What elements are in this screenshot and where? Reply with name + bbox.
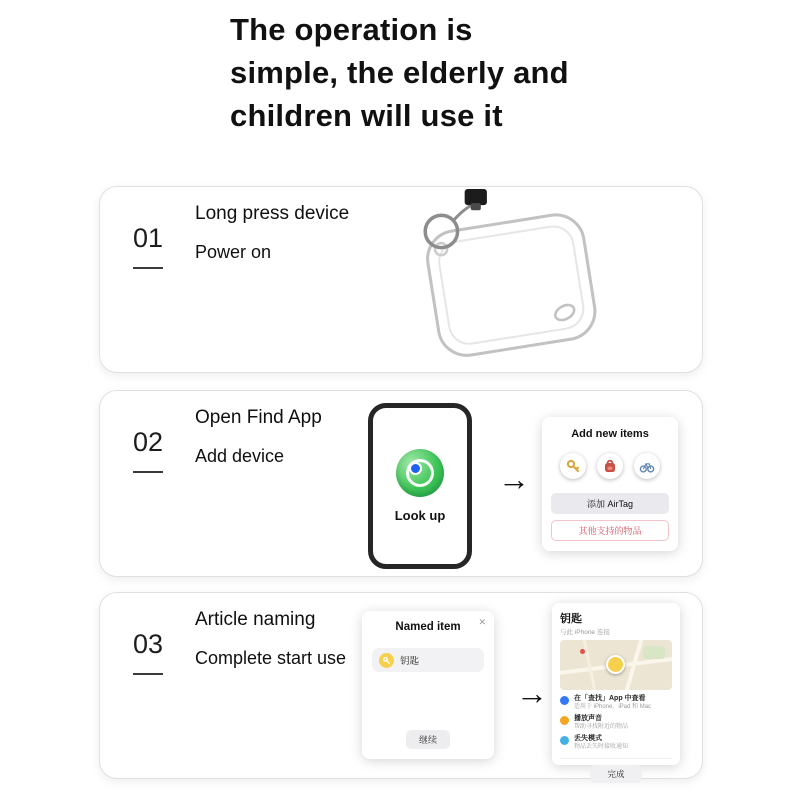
play-sound-icon [560,716,569,725]
map-marker-dot [580,649,585,654]
page-title [230,8,569,137]
title-line: children will use it [230,98,503,133]
other-supported-items-button: 其他支持的物品 [551,520,669,541]
step-number-2 [133,427,163,473]
list-item-text: 播放声音 [574,715,602,722]
list-item-text: 在「查找」App 中查看 [574,695,646,702]
find-my-app-label: Look up [394,508,446,523]
step-text-3 [195,609,346,669]
arrow-right-icon: → [498,461,530,497]
clasp-icon [465,189,487,205]
title-line: simple, the elderly and [230,55,569,90]
step-line2: Complete start use [195,648,347,668]
step-line2: Add device [195,446,285,466]
step-number-3 [133,629,163,675]
keys-icon [560,453,586,479]
close-icon: ✕ [478,617,486,627]
step-card-2 [99,390,703,577]
list-item-subtext: 帮助寻找附近的物品 [574,724,629,730]
title-line: The operation is [230,12,473,47]
item-location-pin-icon [606,655,625,674]
step-line2: Power on [195,242,272,262]
list-item-subtext: 适用于 iPhone、iPad 和 Mac [574,704,652,710]
step-card-3 [99,592,703,779]
find-my-app-icon [396,449,444,497]
map-item-title: 钥匙 [560,613,582,625]
named-item-title: Named item [395,621,461,633]
step-line1: Open Find App [195,407,322,428]
step-underline [133,267,163,269]
key-icon [379,653,394,668]
step-text-2 [195,407,322,467]
step-number-1 [133,223,163,269]
map-view [560,640,672,690]
step-line1: Article naming [195,609,316,630]
tracker-device-illustration [340,189,650,367]
phone-illustration [368,403,472,569]
list-item [560,715,672,731]
item-name-field [372,648,484,672]
list-item [560,695,672,711]
step-underline [133,471,163,473]
done-button: 完成 [590,765,641,783]
item-icons-row [551,453,669,479]
map-options-list [560,695,672,751]
map-park-area [643,646,665,659]
step-number-text: 01 [133,223,164,253]
step-underline [133,673,163,675]
backpack-icon [597,453,623,479]
list-item-subtext: 物品丢失时接收通知 [574,744,629,750]
add-items-title: Add new items [571,428,649,440]
continue-button: 继续 [406,730,450,749]
bicycle-icon [634,453,660,479]
step-number-text: 03 [133,629,164,659]
list-item-text: 丢失模式 [574,735,602,742]
step-card-1 [99,186,703,373]
find-app-icon [560,696,569,705]
lost-mode-icon [560,736,569,745]
add-airtag-button: 添加 AirTag [551,493,669,514]
map-item-subtitle: 与此 iPhone 连接 [560,629,610,636]
step-line1: Long press device [195,203,350,224]
done-button-wrap [560,758,672,783]
step-number-text: 02 [133,427,164,457]
list-item [560,735,672,751]
map-road [582,640,598,690]
named-item-panel [362,611,494,759]
step-text-1 [195,203,349,263]
item-map-panel [552,603,680,779]
item-name-value: 钥匙 [400,656,420,667]
arrow-right-icon: → [516,675,548,711]
add-items-panel [542,417,678,551]
